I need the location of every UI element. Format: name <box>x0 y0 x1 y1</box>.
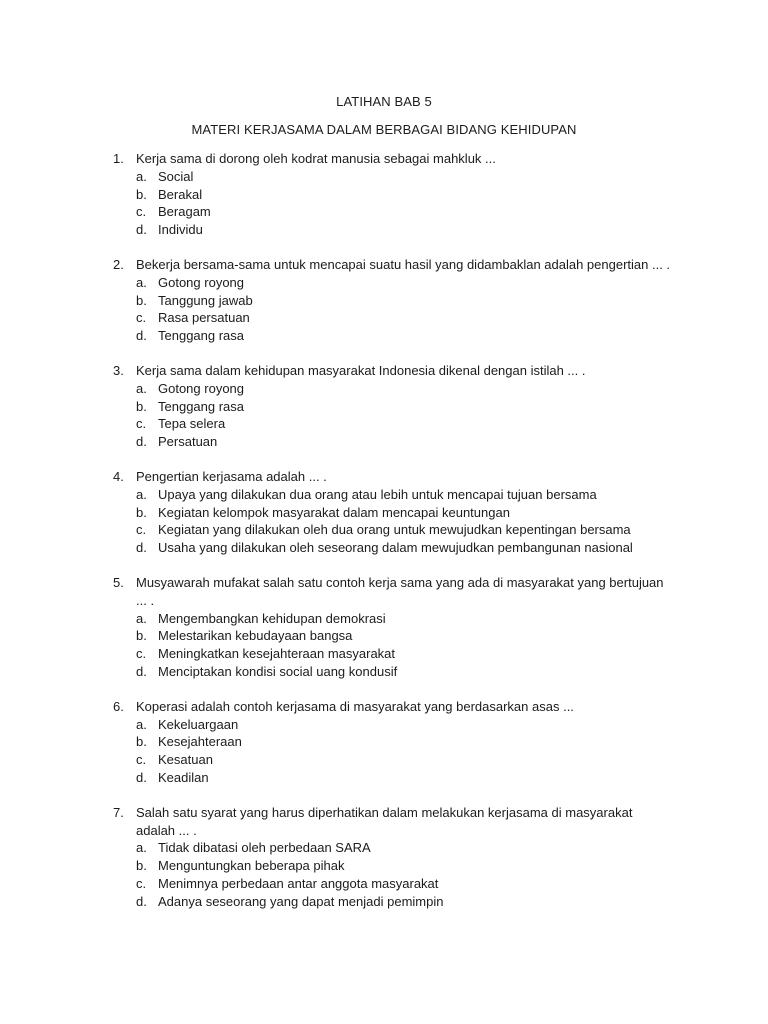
option-text: Beragam <box>158 204 211 220</box>
option-text: Tepa selera <box>158 416 226 432</box>
question-stem <box>113 362 673 380</box>
option-text: Tenggang rasa <box>158 328 245 344</box>
question-number: 7. <box>113 804 124 820</box>
question-item <box>113 362 673 451</box>
option-letter: b. <box>136 398 147 414</box>
answer-option <box>113 627 673 645</box>
option-text: Kesejahteraan <box>158 734 242 750</box>
answer-option <box>113 274 673 292</box>
option-text: Berakal <box>158 186 203 202</box>
answer-option <box>113 663 673 681</box>
option-text: Kegiatan yang dilakukan oleh dua orang untuk mewujudkan kepentingan bersama <box>158 522 631 538</box>
option-text: Menimnya perbedaan antar anggota masyarakat <box>158 875 439 891</box>
question-stem <box>113 698 673 716</box>
answer-options <box>113 610 673 681</box>
option-letter: d. <box>136 540 147 556</box>
answer-option <box>113 415 673 433</box>
option-text: Tanggung jawab <box>158 292 253 308</box>
option-letter: a. <box>136 610 147 626</box>
option-letter: c. <box>136 310 147 326</box>
option-letter: d. <box>136 769 147 785</box>
option-text: Kesatuan <box>158 752 213 768</box>
answer-options <box>113 274 673 345</box>
option-letter: d. <box>136 434 147 450</box>
option-letter: b. <box>136 628 147 644</box>
question-list <box>113 150 673 927</box>
question-number: 1. <box>113 151 124 166</box>
option-text: Upaya yang dilakukan dua orang atau lebih untuk mencapai tujuan bersama <box>158 486 597 502</box>
question-item <box>113 256 673 345</box>
question-text: Koperasi adalah contoh kerjasama di masyarakat yang berdasarkan asas ... <box>136 698 574 714</box>
option-letter: c. <box>136 416 147 432</box>
option-text: Usaha yang dilakukan oleh seseorang dalam mewujudkan pembangunan nasional <box>158 540 633 556</box>
answer-option <box>113 733 673 751</box>
option-letter: c. <box>136 875 147 891</box>
answer-option <box>113 504 673 522</box>
page-title: LATIHAN BAB 5 <box>336 94 432 109</box>
option-letter: a. <box>136 840 147 856</box>
option-letter: a. <box>136 380 147 396</box>
answer-option <box>113 221 673 239</box>
option-text: Rasa persatuan <box>158 310 250 326</box>
answer-option <box>113 186 673 204</box>
option-text: Gotong royong <box>158 380 245 396</box>
option-text: Persatuan <box>158 434 218 450</box>
question-stem <box>113 574 673 610</box>
question-text: Kerja sama di dorong oleh kodrat manusia sebagai mahkluk ... <box>136 151 496 166</box>
page-subtitle: MATERI KERJASAMA DALAM BERBAGAI BIDANG KEHIDUPAN <box>191 122 577 137</box>
option-text: Social <box>158 168 194 184</box>
option-letter: a. <box>136 274 147 290</box>
option-letter: a. <box>136 168 147 184</box>
answer-options <box>113 486 673 557</box>
question-stem <box>113 256 673 274</box>
answer-option <box>113 380 673 398</box>
question-item <box>113 574 673 681</box>
question-stem <box>113 150 673 168</box>
answer-option <box>113 875 673 893</box>
question-item <box>113 468 673 557</box>
answer-option <box>113 433 673 451</box>
answer-option <box>113 769 673 787</box>
option-letter: d. <box>136 893 147 909</box>
answer-option <box>113 292 673 310</box>
option-letter: b. <box>136 734 147 750</box>
option-letter: c. <box>136 752 147 768</box>
option-text: Meningkatkan kesejahteraan masyarakat <box>158 646 396 662</box>
option-text: Mengembangkan kehidupan demokrasi <box>158 610 386 626</box>
option-text: Kekeluargaan <box>158 716 239 732</box>
answer-options <box>113 839 673 910</box>
answer-options <box>113 380 673 451</box>
answer-option <box>113 486 673 504</box>
option-letter: b. <box>136 292 147 308</box>
question-number: 5. <box>113 574 124 590</box>
option-text: Adanya seseorang yang dapat menjadi pemimpin <box>158 893 444 909</box>
answer-option <box>113 398 673 416</box>
option-text: Tenggang rasa <box>158 398 245 414</box>
question-item <box>113 698 673 787</box>
question-text: Pengertian kerjasama adalah ... . <box>136 468 327 484</box>
answer-option <box>113 716 673 734</box>
option-letter: c. <box>136 204 147 220</box>
answer-option <box>113 839 673 857</box>
answer-options <box>113 716 673 787</box>
option-letter: b. <box>136 186 147 202</box>
answer-option <box>113 645 673 663</box>
answer-option <box>113 893 673 911</box>
option-letter: b. <box>136 504 147 520</box>
question-number: 3. <box>113 362 124 378</box>
question-stem <box>113 804 673 840</box>
option-letter: a. <box>136 486 147 502</box>
answer-option <box>113 610 673 628</box>
option-text: Gotong royong <box>158 274 245 290</box>
option-letter: a. <box>136 716 147 732</box>
option-letter: c. <box>136 646 147 662</box>
question-number: 6. <box>113 698 124 714</box>
answer-option <box>113 168 673 186</box>
question-number: 4. <box>113 468 124 484</box>
answer-option <box>113 203 673 221</box>
option-letter: d. <box>136 663 147 679</box>
answer-option <box>113 539 673 557</box>
question-stem <box>113 468 673 486</box>
question-item <box>113 804 673 911</box>
option-text: Keadilan <box>158 769 209 785</box>
question-text: Bekerja bersama-sama untuk mencapai suatu hasil yang didambaklan adalah pengertian ... . <box>136 256 671 272</box>
answer-option <box>113 521 673 539</box>
option-text: Kegiatan kelompok masyarakat dalam mencapai keuntungan <box>158 504 510 520</box>
question-text: Kerja sama dalam kehidupan masyarakat Indonesia dikenal dengan istilah ... . <box>136 362 586 378</box>
option-letter: d. <box>136 328 147 344</box>
answer-option <box>113 857 673 875</box>
answer-option <box>113 327 673 345</box>
option-letter: b. <box>136 858 147 874</box>
question-text: Salah satu syarat yang harus diperhatikan dalam melakukan kerjasama di masyarakat adalah ... . <box>136 804 633 838</box>
option-text: Tidak dibatasi oleh perbedaan SARA <box>158 840 371 856</box>
question-text: Musyawarah mufakat salah satu contoh kerja sama yang ada di masyarakat yang bertujuan ... . <box>136 574 664 608</box>
option-text: Menciptakan kondisi social uang kondusif <box>158 663 398 679</box>
question-number: 2. <box>113 256 124 272</box>
answer-option <box>113 309 673 327</box>
option-text: Individu <box>158 222 203 238</box>
answer-options <box>113 168 673 239</box>
option-letter: d. <box>136 222 147 238</box>
question-item <box>113 150 673 239</box>
option-letter: c. <box>136 522 147 538</box>
answer-option <box>113 751 673 769</box>
option-text: Melestarikan kebudayaan bangsa <box>158 628 353 644</box>
option-text: Menguntungkan beberapa pihak <box>158 858 345 874</box>
